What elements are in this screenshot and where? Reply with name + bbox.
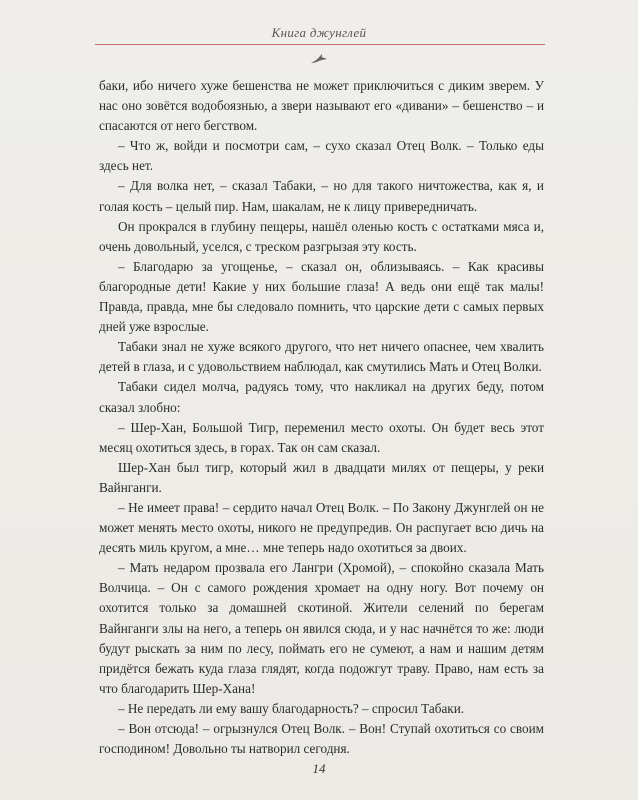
ornament xyxy=(0,52,638,70)
body-text xyxy=(99,76,544,759)
paragraph: – Не имеет права! – сердито начал Отец Волк. – По Закону Джунглей он не может менять место охоты, никого не предупредив. Он распугает всю дичь на десять миль кругом, а мне… мне теперь надо охотиться за двоих. xyxy=(99,499,544,556)
paragraph: Табаки сидел молча, радуясь тому, что накликал на других беду, потом сказал злобно: xyxy=(99,379,544,415)
paragraph: – Что ж, войди и посмотри сам, – сухо сказал Отец Волк. – Только еды здесь нет. xyxy=(99,138,544,174)
paragraph: Он прокрался в глубину пещеры, нашёл оленью кость с остатками мяса и, очень довольный, уселся, с треском разгрызая эту кость. xyxy=(99,218,544,254)
paragraph: – Шер-Хан, Большой Тигр, переменил место охоты. Он будет весь этот месяц охотиться здесь, в горах. Так он сам сказал. xyxy=(99,419,544,455)
paragraph: – Для волка нет, – сказал Табаки, – но для такого ничтожества, как я, и голая кость – целый пир. Нам, шакалам, не к лицу привередничать. xyxy=(99,178,544,214)
bird-ornament-icon xyxy=(310,53,328,65)
paragraph: – Мать недаром прозвала его Лангри (Хромой), – спокойно сказала Мать Волчица. – Он с самого рождения хромает на одну ногу. Вот почему он охотится только за домашней скотиной. Жители селений по берегам Вайнганги злы на него, а теперь он явился сюда, и у нас начнётся то же: люди будут рыскать за ним по лесу, поймать его не сумеют, а нам и нашим детям придётся бежать куда глаза глядят, когда подожгут траву. Право, нам есть за что благодарить Шер-Хана! xyxy=(99,560,544,696)
paragraph: – Вон отсюда! – огрызнулся Отец Волк. – Вон! Ступай охотиться со своим господином! Довольно ты натворил сегодня. xyxy=(99,721,544,757)
running-title: Книга джунглей xyxy=(271,25,367,40)
paragraph: баки, ибо ничего хуже бешенства не может приключиться с диким зверем. У нас оно зовётся водобоязнью, а звери называют его «дивани» – бешенство – и спасаются от него бегством. xyxy=(99,78,544,134)
paragraph: Табаки знал не хуже всякого другого, что нет ничего опаснее, чем хвалить детей в глаза, и с удовольствием наблюдал, как смутились Мать и Отец Волки. xyxy=(99,339,544,375)
paragraph: – Благодарю за угощенье, – сказал он, облизываясь. – Как красивы благородные дети! Какие у них большие глаза! А ведь они ещё так малы! Правда, правда, мне бы следовало помнить, что царские дети с самых первых дней уже взрослые. xyxy=(99,258,544,335)
page-number: 14 xyxy=(312,761,326,776)
paragraph: Шер-Хан был тигр, который жил в двадцати милях от пещеры, у реки Вайнганги. xyxy=(99,459,544,495)
header-rule xyxy=(95,44,545,45)
paragraph: – Не передать ли ему вашу благодарность? – спросил Табаки. xyxy=(118,700,465,716)
